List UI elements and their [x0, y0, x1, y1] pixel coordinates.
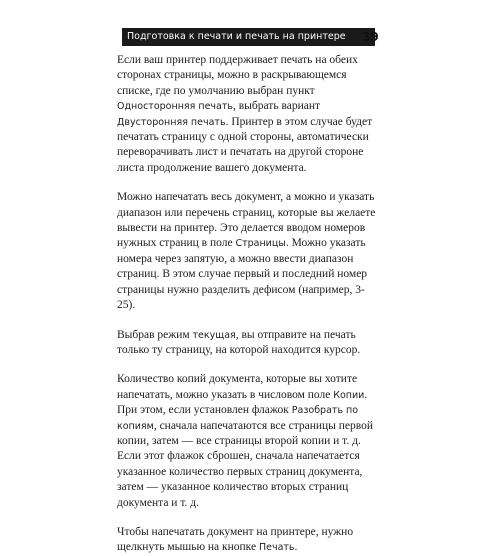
text-run: , сначала напечатаются все страницы первой копии, затем — все страницы второй копии и т. д. Если этот флажок сброшен, сначала напечатается указанное количество первых страниц документа, затем — указанное количество вторых страниц документа и т. д. — [117, 419, 374, 509]
ui-term-one-sided-print: Односторонняя печать — [117, 101, 233, 113]
running-header-title: Подготовка к печати и печать на принтере — [127, 31, 346, 42]
ui-term-two-sided-print: Двусторонняя печать — [117, 116, 226, 128]
ui-term-copies: Копии — [333, 389, 365, 401]
text-run: . Принтер в этом случае будет печатать страницу с одной стороны, автоматически переворачивать лист и печатать на другой стороне листа продолжение вашего документа. — [117, 115, 373, 174]
ui-term-print-button: Печать — [258, 542, 295, 554]
paragraph-duplex — [117, 53, 379, 176]
text-run: Выбрав режим — [117, 328, 193, 341]
text-run: , выбрать вариант — [232, 100, 321, 113]
text-run: . — [294, 541, 298, 554]
ui-term-current: текущая — [192, 329, 236, 341]
text-run: . При этом, если установлен флажок — [117, 388, 368, 417]
text-run: Можно напечатать весь документ, а можно и указать диапазон или перечень страниц, которые вы желаете вывести на принтер. Это делается вводом номеров нужных страниц в поле — [117, 191, 376, 250]
paragraph-print-button — [117, 525, 379, 556]
text-run: Если ваш принтер поддерживает печать на обеих сторонах страницы, можно в раскрывающемся списке, где по умолчанию выбран пункт — [117, 54, 358, 97]
paragraph-current-page — [117, 328, 379, 359]
paragraph-page-range — [117, 190, 379, 313]
text-run: Количество копий документа, которые вы хотите напечатать, можно указать в числовом поле — [117, 373, 358, 401]
text-run: . Можно указать номера через запятую, а можно ввести диапазон страниц. В этом случае первый и последний номер страницы нужно разделить дефисом (например, 3-25). — [117, 237, 368, 312]
text-run: , вы отправите на печать только ту страницу, на которой находится курсор. — [117, 328, 361, 356]
paragraph-copies — [117, 372, 379, 511]
body-text — [117, 53, 379, 556]
text-run: Чтобы напечатать документ на принтере, нужно щелкнуть мышью на кнопке — [117, 525, 354, 554]
ui-term-collate: Разобрать по копиям — [117, 405, 359, 432]
page-number: 39 — [362, 30, 379, 44]
ui-term-pages-field: Страницы — [235, 238, 286, 250]
